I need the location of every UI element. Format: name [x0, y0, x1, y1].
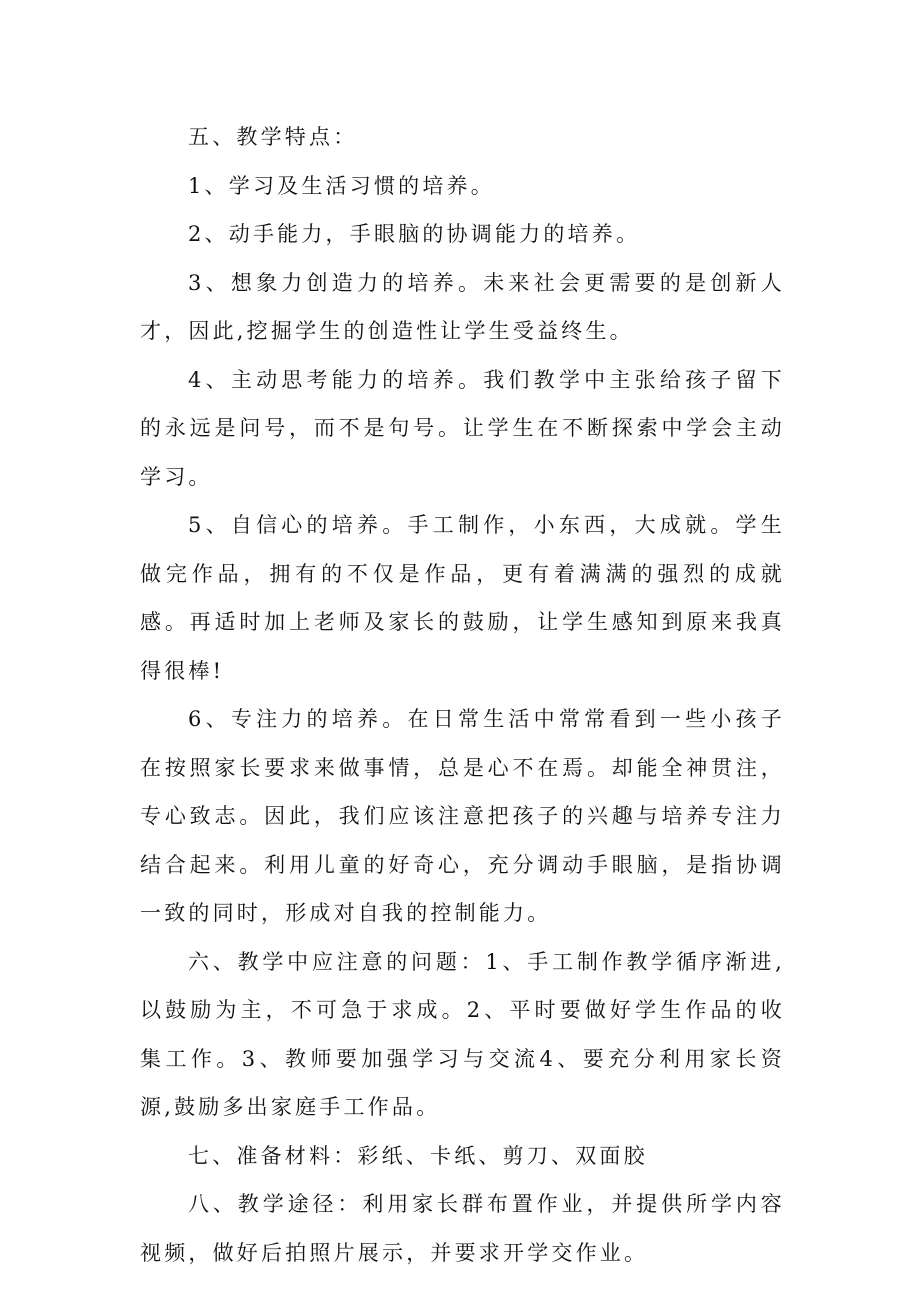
feature-item-5: 5、自信心的培养。手工制作，小东西，大成就。学生做完作品，拥有的不仅是作品，更有着满满的强烈的成就感。再适时加上老师及家长的鼓励，让学生感知到原来我真得很棒!	[140, 513, 785, 683]
feature-item-1: 1、学习及生活习惯的培养。	[188, 173, 495, 198]
feature-item-6: 6、专注力的培养。在日常生活中常常看到一些小孩子在按照家长要求来做事情，总是心不在焉。却能全神贯注，专心致志。因此，我们应该注意把孩子的兴趣与培养专注力结合起来。利用儿童的好奇心，充分调动手眼脑，是指协调一致的同时，形成对自我的控制能力。	[140, 707, 785, 925]
section-five-heading: 五、教学特点：	[188, 125, 358, 149]
feature-item-2: 2、动手能力，手眼脑的协调能力的培养。	[188, 222, 641, 246]
feature-item-4: 4、主动思考能力的培养。我们教学中主张给孩子留下的永远是问号，而不是句号。让学生在不断探索中学会主动学习。	[140, 367, 785, 489]
section-eight-paragraph: 八、教学途径：利用家长群布置作业，并提供所学内容视频，做好后拍照片展示，并要求开学交作业。	[140, 1192, 785, 1265]
document-body	[140, 113, 785, 1277]
feature-item-3: 3、想象力创造力的培养。未来社会更需要的是创新人才，因此,挖掘学生的创造性让学生受益终生。	[140, 270, 785, 343]
section-seven-paragraph: 七、准备材料：彩纸、卡纸、剪刀、双面胶	[188, 1143, 648, 1168]
section-six-paragraph: 六、教学中应注意的问题：1、手工制作教学循序渐进,以鼓励为主，不可急于求成。2、平时要做好学生作品的收集工作。3、教师要加强学习与交流4、要充分利用家长资源,鼓励多出家庭手工作品。	[140, 949, 785, 1119]
